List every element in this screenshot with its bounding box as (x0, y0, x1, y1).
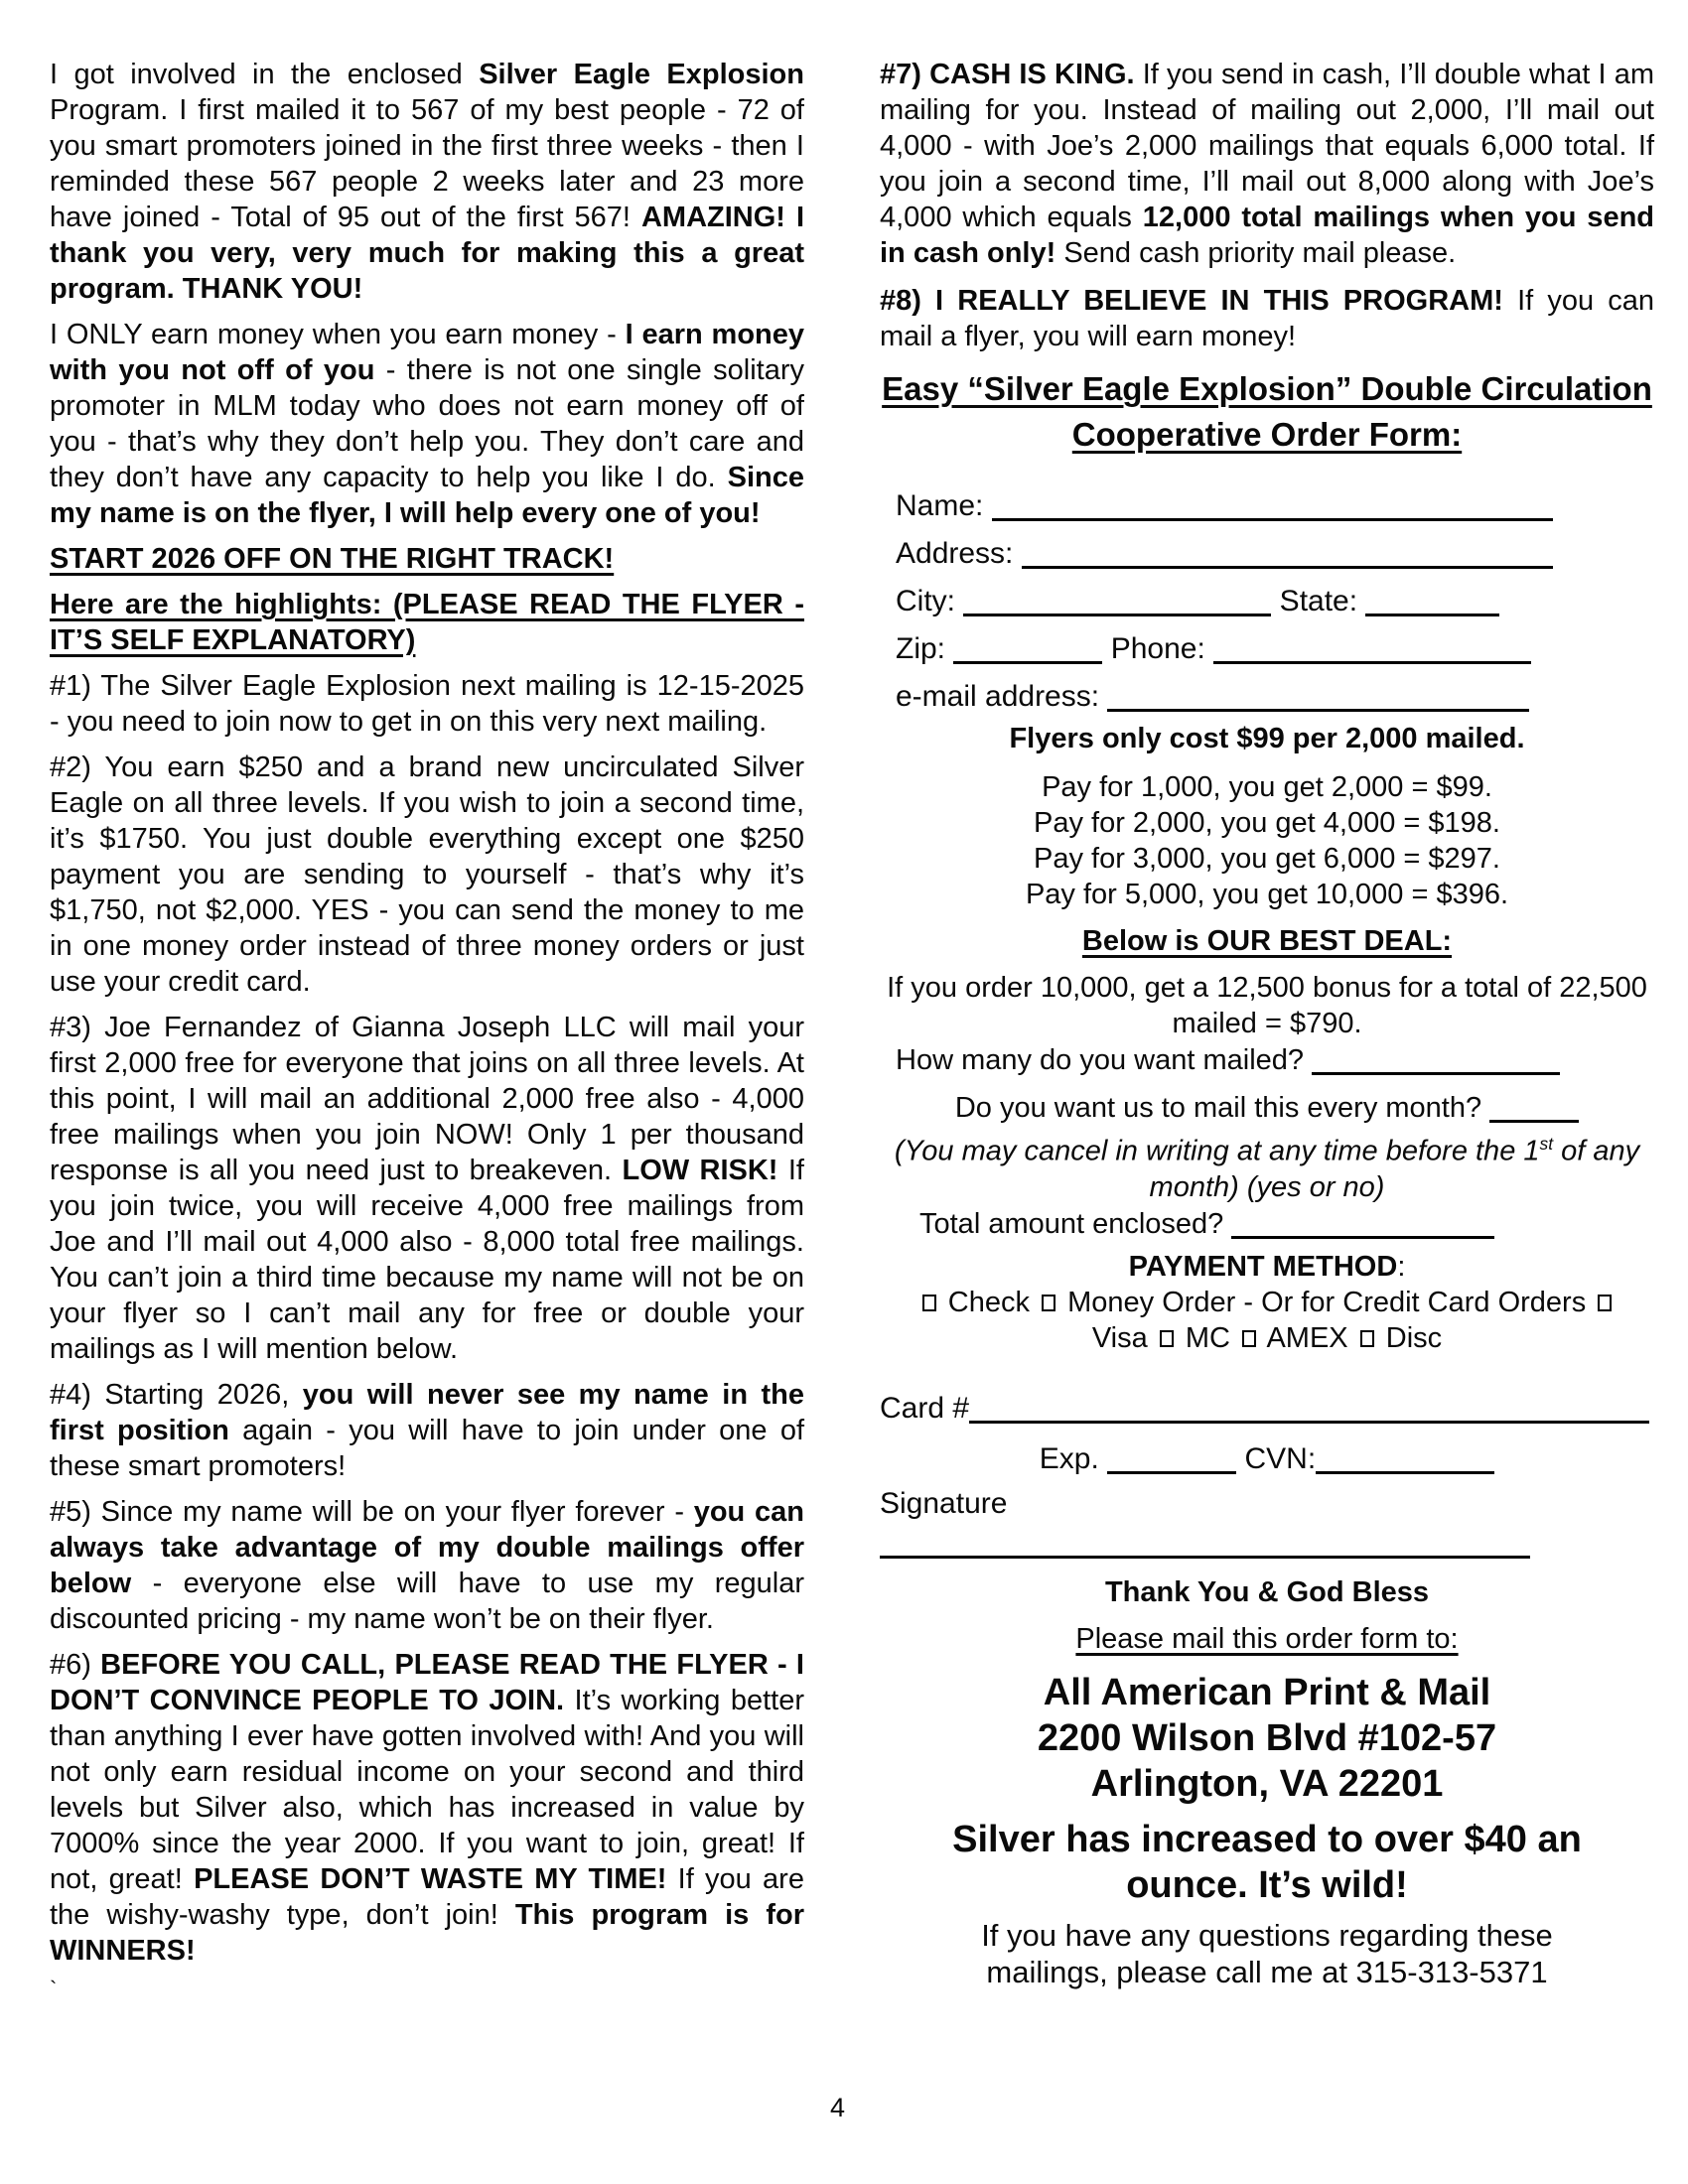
point-1-paragraph (50, 668, 804, 740)
blank-line (1489, 1090, 1579, 1123)
zip-phone-row (880, 625, 1654, 673)
text-segment: Pay for 1,000, you get 2,000 = $99. (1042, 771, 1492, 803)
mailing-address-line-1 (880, 1670, 1654, 1715)
page-number: 4 (830, 2093, 846, 2122)
highlights-heading (50, 587, 804, 658)
text-segment: Exp. (1039, 1441, 1108, 1475)
text-segment: LOW RISK! (622, 1155, 778, 1186)
blank-line (1312, 1042, 1560, 1075)
text-segment: Pay for 5,000, you get 10,000 = $396. (1025, 879, 1509, 910)
blank-line (1316, 1441, 1494, 1474)
text-segment: State: (1271, 585, 1366, 617)
text-segment: Arlington, VA 22201 (1090, 1762, 1444, 1805)
email-field-row (880, 673, 1654, 721)
text-segment: How many do you want mailed? (896, 1044, 1313, 1076)
checkbox-square-icon (1042, 1295, 1055, 1311)
text-segment: Flyers only cost $99 per 2,000 mailed. (1009, 723, 1525, 754)
blank-line (1107, 1441, 1236, 1474)
point-4-paragraph (50, 1377, 804, 1484)
text-segment: Signature (880, 1486, 1008, 1520)
price-line-2 (880, 805, 1654, 841)
text-segment: Program. I first mailed it to 567 of my best people - 72 of you smart promoters joined in the first three weeks - then I reminded these 567 people 2 weeks later and 23 more have joined - Total of 95 out of the first 567! (50, 94, 804, 233)
text-segment: I got involved in the enclosed (50, 59, 480, 90)
text-segment: City: (896, 585, 964, 617)
text-segment: Do you want us to mail this every month? (954, 1092, 1490, 1124)
blank-line (1213, 631, 1531, 664)
text-segment: If you send in cash, I’ll double what I am mailing for you. Instead of mailing out 2,000, I’ll mail out 4,000 - with Joe’s 2,000 mailings that equals 6,000 total. If you join a second time, I’ll mail out 8,000 along with Joe’s 4,000 which equals (880, 59, 1654, 233)
text-segment: START 2026 OFF ON THE RIGHT TRACK! (50, 543, 615, 575)
text-segment: 12,000 total mailings when you send in cash only! (880, 202, 1654, 269)
city-state-row (880, 578, 1654, 625)
mailing-address-line-2 (880, 1715, 1654, 1761)
text-segment: I ONLY earn money when you earn money - (50, 319, 626, 350)
blank-line (1365, 584, 1499, 616)
blank-line (963, 584, 1271, 616)
text-segment: If you order 10,000, get a 12,500 bonus for a total of 22,500 mailed = $790. (887, 972, 1647, 1039)
text-segment: It’s working better than anything I ever have gotten involved with! And you will not only earn residual income on your second and third levels but Silver also, which has increased in value by 7000% since the year 2000. If you want to join, great! If not, great! (50, 1685, 804, 1895)
mail-to-heading (880, 1621, 1654, 1657)
text-segment: Visa (1091, 1321, 1156, 1354)
start-2026-heading (50, 541, 804, 577)
right-column (880, 57, 1654, 1990)
text-segment: : (1397, 1250, 1406, 1283)
blank-line (969, 1391, 1649, 1424)
how-many-row (880, 1041, 1654, 1079)
text-segment: Send cash priority mail please. (1055, 237, 1457, 269)
text-segment: Silver has increased to over $40 an ounce. It’s wild! (952, 1818, 1582, 1906)
payment-method-heading (880, 1249, 1654, 1285)
text-segment: - everyone else will have to use my regular discounted pricing - my name won’t be on their flyer. (50, 1568, 804, 1635)
text-segment: #2) You earn $250 and a brand new uncirculated Silver Eagle on all three levels. If you wish to join a second time, it’s $1750. You just double everything except one $250 payment you are sending to yourself - that’s why it’s $1,750, not $2,000. YES - you can send the money to me in one money order instead of three money orders or just use your credit card. (50, 751, 804, 998)
text-segment: #6) (50, 1649, 101, 1681)
questions-note (947, 1917, 1588, 1990)
left-column (50, 57, 804, 2022)
checkbox-square-icon (922, 1295, 936, 1311)
text-segment: Address: (896, 537, 1022, 570)
text-segment: (You may cancel in writing at any time before the 1 (894, 1135, 1540, 1167)
text-segment: Phone: (1102, 632, 1214, 665)
text-segment: #1) The Silver Eagle Explosion next mailing is 12-15-2025 - you need to join now to get in on this very next mailing. (50, 670, 804, 738)
text-segment: Card # (880, 1391, 970, 1425)
text-segment: Pay for 3,000, you get 6,000 = $297. (1034, 843, 1500, 875)
text-segment: Easy “Silver Eagle Explosion” Double Circulation Cooperative Order Form: (882, 370, 1652, 453)
text-segment: MC (1177, 1321, 1238, 1354)
text-segment: Please mail this order form to: (1075, 1622, 1459, 1655)
text-segment: Below is OUR BEST DEAL: (1081, 925, 1453, 957)
point-8-paragraph (880, 283, 1654, 354)
mail-monthly-row (880, 1090, 1654, 1126)
text-segment: #5) Since my name will be on your flyer forever - (50, 1496, 694, 1528)
text-segment: AMAZING! I thank you very, very much for making this a great program. THANK YOU! (50, 202, 805, 305)
signature-row (880, 1484, 1654, 1564)
text-segment: If you join twice, you will receive 4,000 free mailings from Joe and I’ll mail out 4,000 also - 8,000 total free mailings. You can’t join a third time because my name will not be on your flyer so I can’t mail any for free or double your mailings as I will mention below. (50, 1155, 804, 1365)
text-segment: Silver Eagle Explosion (479, 59, 804, 90)
price-header (880, 721, 1654, 756)
best-deal-heading (880, 923, 1654, 959)
text-segment: If you can mail a flyer, you will earn money! (880, 285, 1654, 352)
blank-line (1022, 536, 1553, 569)
blank-line (1107, 679, 1529, 712)
blank-line (1231, 1206, 1494, 1239)
text-segment: PAYMENT METHOD (1128, 1250, 1398, 1283)
text-segment: If you have any questions regarding these mailings, please call me at 315-313-5371 (981, 1917, 1553, 1989)
point-3-paragraph (50, 1010, 804, 1367)
text-segment: e-mail address: (896, 680, 1108, 713)
text-segment: st (1539, 1134, 1554, 1154)
stray-mark: ` (50, 1977, 58, 2001)
text-segment: again - you will have to join under one of these smart promoters! (50, 1415, 804, 1482)
blank-line (953, 631, 1102, 664)
cancel-note (880, 1126, 1654, 1205)
checkbox-square-icon (1360, 1330, 1374, 1347)
payment-options-line-1 (880, 1285, 1654, 1320)
checkbox-square-icon (1242, 1330, 1256, 1347)
text-segment: #3) Joe Fernandez of Gianna Joseph LLC will mail your first 2,000 free for everyone that joins on all three levels. At this point, I will mail an additional 2,000 free also - 4,000 free mailings when you join NOW! Only 1 per thousand response is all you need just to breakeven. (50, 1012, 804, 1186)
name-field-row (880, 482, 1654, 530)
text-segment: you can always take advantage of my double mailings offer below (50, 1496, 804, 1599)
text-segment: All American Print & Mail (1043, 1671, 1491, 1713)
text-segment: #7) CASH IS KING. (880, 59, 1135, 90)
text-segment: you will never see my name in the first position (50, 1379, 804, 1446)
card-number-row (880, 1389, 1654, 1429)
address-field-row (880, 530, 1654, 578)
text-segment: Here are the highlights: (PLEASE READ THE FLYER - IT’S SELF EXPLANATORY) (50, 589, 804, 656)
text-segment: Total amount enclosed? (919, 1207, 1232, 1240)
blank-line (992, 488, 1553, 521)
text-segment: Money Order - Or for Credit Card Orders (1059, 1286, 1595, 1318)
text-segment: This program is for WINNERS! (50, 1899, 804, 1967)
point-6-paragraph (50, 1647, 804, 1969)
mailing-address-line-3 (880, 1761, 1654, 1807)
payment-options-line-2 (880, 1320, 1654, 1356)
text-segment: Disc (1377, 1321, 1443, 1354)
silver-price-note (919, 1817, 1615, 1908)
text-segment: Zip: (896, 632, 954, 665)
order-form-title (880, 366, 1654, 458)
checkbox-square-icon (1160, 1330, 1174, 1347)
point-7-paragraph (880, 57, 1654, 271)
text-segment: CVN: (1236, 1441, 1317, 1475)
exp-cvn-row (880, 1439, 1654, 1479)
text-segment: Thank You & God Bless (1104, 1575, 1430, 1608)
thank-you-line (880, 1574, 1654, 1610)
best-deal-text (880, 970, 1654, 1041)
text-segment: Pay for 2,000, you get 4,000 = $198. (1034, 807, 1500, 839)
text-segment: Name: (896, 489, 992, 522)
text-segment: I earn money with you not off of you (50, 319, 805, 386)
price-line-3 (880, 841, 1654, 877)
text-segment: #4) Starting 2026, (50, 1379, 303, 1411)
text-segment: BEFORE YOU CALL, PLEASE READ THE FLYER - I DON’T CONVINCE PEOPLE TO JOIN. (50, 1649, 804, 1716)
point-2-paragraph (50, 750, 804, 1000)
text-segment: - there is not one single solitary promoter in MLM today who does not earn money off of you - that’s why they don’t help you. They don’t care and they don’t have any capacity to help you like I do. (50, 354, 804, 493)
point-5-paragraph (50, 1494, 804, 1637)
text-segment: PLEASE DON’T WASTE MY TIME! (194, 1863, 667, 1895)
text-segment: of any month) (yes or no) (1149, 1135, 1640, 1203)
text-segment: #8) I REALLY BELIEVE IN THIS PROGRAM! (880, 285, 1503, 317)
intro-paragraph (50, 57, 804, 307)
price-line-4 (880, 877, 1654, 912)
earn-money-paragraph (50, 317, 804, 531)
text-segment: 2200 Wilson Blvd #102-57 (1037, 1716, 1497, 1759)
price-line-1 (880, 769, 1654, 805)
text-segment: Since my name is on the flyer, I will help every one of you! (50, 462, 804, 529)
blank-line (880, 1526, 1530, 1559)
total-enclosed-row (880, 1205, 1654, 1243)
checkbox-square-icon (1598, 1295, 1612, 1311)
text-segment: Check (939, 1286, 1039, 1318)
text-segment: If you are the wishy-washy type, don’t join! (50, 1863, 804, 1931)
text-segment: AMEX (1260, 1321, 1356, 1354)
